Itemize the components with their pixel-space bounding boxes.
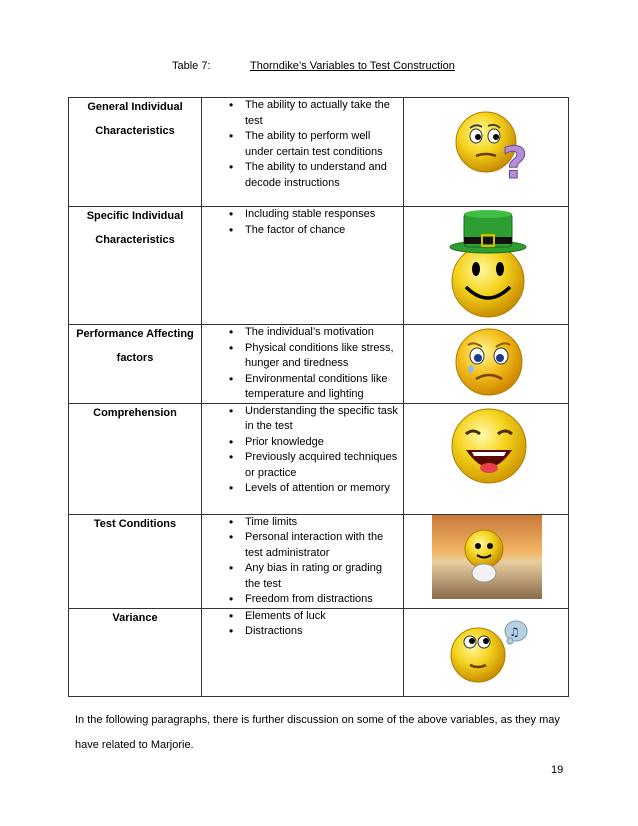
category-cell xyxy=(69,98,202,207)
table-row xyxy=(69,98,569,207)
list-item: • Freedom from distractions xyxy=(202,592,399,608)
bullet-list xyxy=(202,325,403,403)
hugging-smiley-sunset-icon xyxy=(432,515,542,599)
list-item: • Prior knowledge xyxy=(202,435,399,451)
music-distracted-smiley-icon xyxy=(448,615,530,685)
category-label: Test Conditions xyxy=(93,517,177,530)
image-cell xyxy=(404,98,569,207)
leprechaun-hat-smiley-icon xyxy=(448,209,528,321)
bullet-list xyxy=(202,207,403,238)
table-row xyxy=(69,325,569,404)
list-item: • Levels of attention or memory xyxy=(202,481,399,497)
list-item: • The individual’s motivation xyxy=(202,325,399,341)
bullets-cell xyxy=(202,325,404,404)
svg-text:♫: ♫ xyxy=(509,624,520,639)
category-label: Performance Affecting xyxy=(76,328,194,340)
bullet-list xyxy=(202,404,403,497)
list-item: • The ability to perform well under certain test conditions xyxy=(202,129,399,160)
list-item: • Time limits xyxy=(202,515,399,531)
image-cell xyxy=(404,403,569,514)
list-item: • Understanding the specific task in the test xyxy=(202,404,399,435)
list-item: • Environmental conditions like temperature and lighting xyxy=(202,372,399,403)
category-label-line2: factors xyxy=(116,351,154,364)
list-item: • Previously acquired techniques or practice xyxy=(202,450,399,481)
sad-smiley-icon xyxy=(454,327,524,397)
category-cell xyxy=(69,608,202,696)
table-number: Table 7: xyxy=(172,60,211,72)
confused-smiley-icon xyxy=(452,106,532,186)
bullets-cell xyxy=(202,608,404,696)
category-label-line2: Characteristics xyxy=(95,124,175,137)
category-cell xyxy=(69,207,202,325)
bullet-list xyxy=(202,609,403,640)
image-cell xyxy=(404,207,569,325)
category-label: Variance xyxy=(112,611,158,624)
category-label: Specific Individual xyxy=(86,210,184,222)
list-item: • The factor of chance xyxy=(202,223,399,239)
bullets-cell xyxy=(202,98,404,207)
category-label: General Individual xyxy=(87,101,183,113)
list-item: • Personal interaction with the test administrator xyxy=(202,530,399,561)
page-number: 19 xyxy=(551,764,564,776)
list-item: • Physical conditions like stress, hunger and tiredness xyxy=(202,341,399,372)
bullets-cell xyxy=(202,403,404,514)
image-cell xyxy=(404,608,569,696)
image-cell xyxy=(404,514,569,608)
table-title: Thorndike’s Variables to Test Construction xyxy=(250,60,455,72)
category-label: Comprehension xyxy=(93,406,177,419)
category-label-line2: Characteristics xyxy=(95,233,175,246)
bullets-cell xyxy=(202,207,404,325)
table-row xyxy=(69,514,569,608)
laughing-smiley-icon xyxy=(448,406,530,488)
table-row xyxy=(69,403,569,514)
list-item: • The ability to actually take the test xyxy=(202,98,399,129)
body-paragraph: In the following paragraphs, there is further discussion on some of the above variables, as they may have related to Marjorie. xyxy=(75,714,560,751)
list-item: • Distractions xyxy=(202,624,399,640)
table-row xyxy=(69,608,569,696)
bullet-list xyxy=(202,98,403,191)
svg-text:?: ? xyxy=(502,138,528,186)
list-item: • Including stable responses xyxy=(202,207,399,223)
bullets-cell xyxy=(202,514,404,608)
list-item: • Elements of luck xyxy=(202,609,399,625)
category-cell xyxy=(69,403,202,514)
table-row xyxy=(69,207,569,325)
image-cell xyxy=(404,325,569,404)
category-cell xyxy=(69,325,202,404)
bullet-list xyxy=(202,515,403,608)
variables-table xyxy=(68,97,569,697)
category-cell xyxy=(69,514,202,608)
list-item: • Any bias in rating or grading the test xyxy=(202,561,399,592)
list-item: • The ability to understand and decode instructions xyxy=(202,160,399,191)
